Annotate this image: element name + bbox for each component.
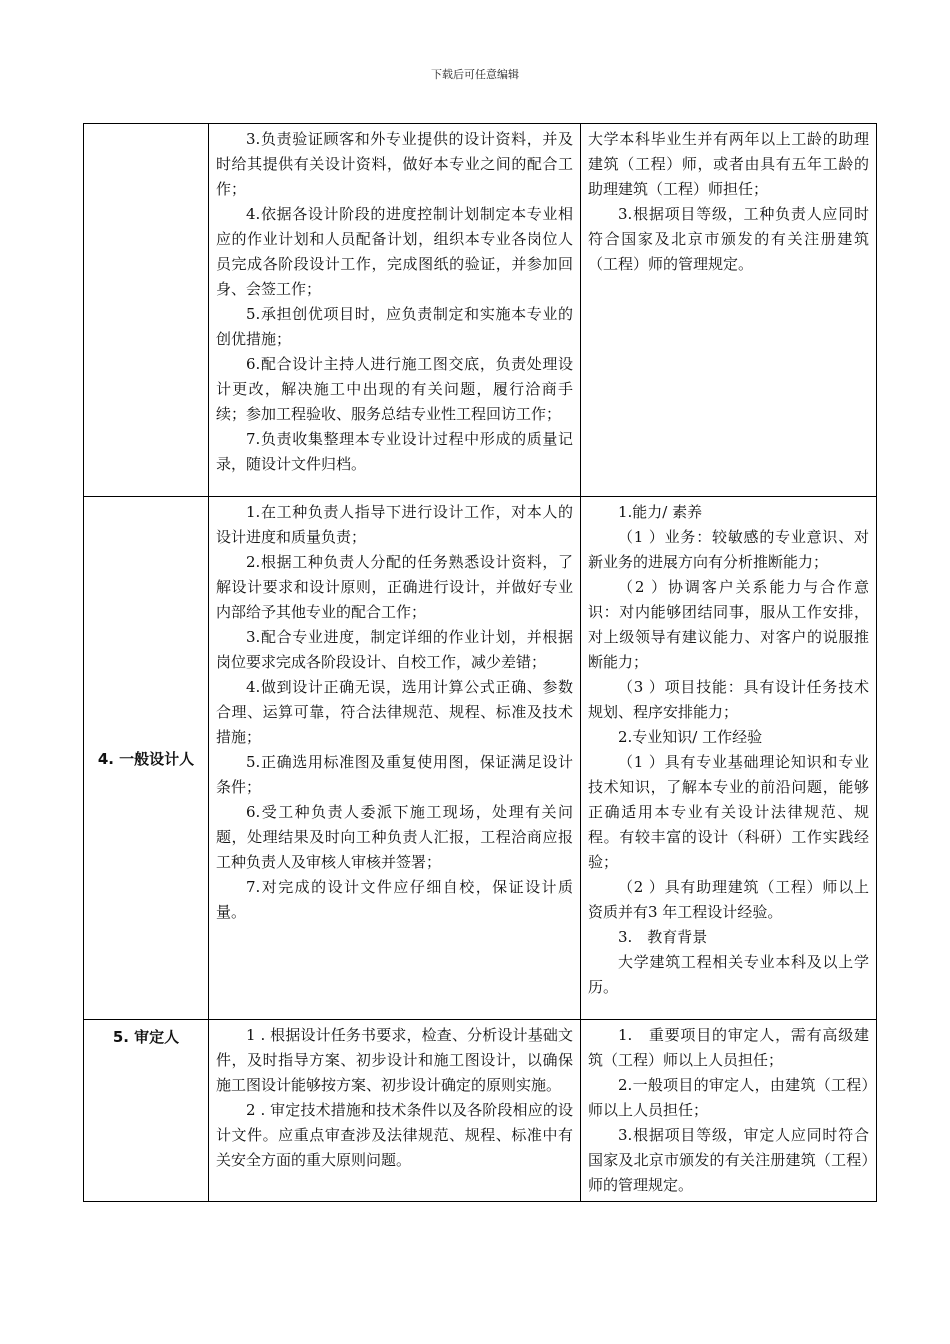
- requirement-item: （2 ）协调客户关系能力与合作意识：对内能够团结同事，服从工作安排，对上级领导有建议能力、对客户的说服推断能力；: [588, 578, 869, 671]
- duty-cell: [209, 1020, 581, 1202]
- requirement-item: 2.一般项目的审定人，由建筑（工程）师以上人员担任；: [588, 1076, 869, 1119]
- duty-item: 4.做到设计正确无误，选用计算公式正确、参数合理、运算可靠，符合法律规范、规程、标准及技术措施；: [216, 678, 573, 746]
- duty-item: 5.承担创优项目时，应负责制定和实施本专业的创优措施；: [216, 305, 573, 348]
- job-duty-table: [83, 123, 877, 1202]
- role-title: 5. 审定人: [112, 1028, 180, 1046]
- requirement-item: 3.根据项目等级，工种负责人应同时符合国家及北京市颁发的有关注册建筑（工程）师的管理规定。: [588, 205, 869, 273]
- requirement-item: 1.能力/ 素养: [618, 503, 703, 521]
- duty-item: 1 . 根据设计任务书要求，检查、分析设计基础文件，及时指导方案、初步设计和施工图设计，以确保施工图设计能够按方案、初步设计确定的原则实施。: [216, 1026, 573, 1094]
- duty-item: 2.根据工种负责人分配的任务熟悉设计资料，了解设计要求和设计原则，正确进行设计，并做好专业内部给予其他专业的配合工作；: [216, 553, 573, 621]
- requirement-cell: [581, 497, 877, 1020]
- requirement-item: （1 ）具有专业基础理论知识和专业技术知识，了解本专业的前沿问题，能够正确适用本专业有关设计法律规范、规程。有较丰富的设计（科研）工作实践经验；: [588, 753, 869, 871]
- role-cell: [84, 1020, 209, 1202]
- requirement-item: 2.专业知识/ 工作经验: [618, 728, 763, 746]
- requirement-item: 3.根据项目等级，审定人应同时符合国家及北京市颁发的有关注册建筑（工程）师的管理规定。: [588, 1126, 869, 1194]
- requirement-item: 3. 教育背景: [618, 928, 708, 946]
- requirement-cell: [581, 1020, 877, 1202]
- requirement-item: 大学本科毕业生并有两年以上工龄的助理建筑（工程）师，或者由具有五年工龄的助理建筑（工程）师担任；: [588, 130, 869, 198]
- table-row: [84, 124, 877, 497]
- requirement-cell: [581, 124, 877, 497]
- duty-item: 7.对完成的设计文件应仔细自校，保证设计质量。: [216, 878, 573, 921]
- requirement-item: （3 ）项目技能：具有设计任务技术规划、程序安排能力；: [588, 678, 869, 721]
- role-title: 4. 一般设计人: [97, 750, 195, 768]
- duty-cell: [209, 124, 581, 497]
- duty-item: 1.在工种负责人指导下进行设计工作，对本人的设计进度和质量负责；: [216, 503, 573, 546]
- requirement-item: 1. 重要项目的审定人，需有高级建筑（工程）师以上人员担任；: [588, 1026, 869, 1069]
- duty-cell: [209, 497, 581, 1020]
- duty-item: 2 . 审定技术措施和技术条件以及各阶段相应的设计文件。应重点审查涉及法律规范、规程、标准中有关安全方面的重大原则问题。: [216, 1101, 573, 1169]
- duty-item: 3.负责验证顾客和外专业提供的设计资料，并及时给其提供有关设计资料，做好本专业之间的配合工作；: [216, 130, 573, 198]
- requirement-item: 大学建筑工程相关专业本科及以上学历。: [588, 953, 869, 996]
- requirement-item: （1 ）业务：较敏感的专业意识、对新业务的进展方向有分析推断能力；: [588, 528, 869, 571]
- duty-item: 6.配合设计主持人进行施工图交底，负责处理设计更改，解决施工中出现的有关问题，履行洽商手续；参加工程验收、服务总结专业性工程回访工作；: [216, 355, 573, 423]
- role-cell: [84, 124, 209, 497]
- requirement-item: （2 ）具有助理建筑（工程）师以上资质并有3 年工程设计经验。: [588, 878, 869, 921]
- duty-item: 3.配合专业进度，制定详细的作业计划，并根据岗位要求完成各阶段设计、自校工作，减少差错；: [216, 628, 573, 671]
- table-row: [84, 1020, 877, 1202]
- duty-item: 6.受工种负责人委派下施工现场，处理有关问题，处理结果及时向工种负责人汇报，工程洽商应报工种负责人及审核人审核并签署；: [216, 803, 573, 871]
- duty-item: 4.依据各设计阶段的进度控制计划制定本专业相应的作业计划和人员配备计划，组织本专业各岗位人员完成各阶段设计工作，完成图纸的验证，并参加回身、会签工作；: [216, 205, 573, 298]
- duty-item: 7.负责收集整理本专业设计过程中形成的质量记录，随设计文件归档。: [216, 430, 573, 473]
- page-header: 下载后可任意编辑: [431, 68, 519, 81]
- table-row: [84, 497, 877, 1020]
- duty-item: 5.正确选用标准图及重复使用图，保证满足设计条件；: [216, 753, 573, 796]
- role-cell: [84, 497, 209, 1020]
